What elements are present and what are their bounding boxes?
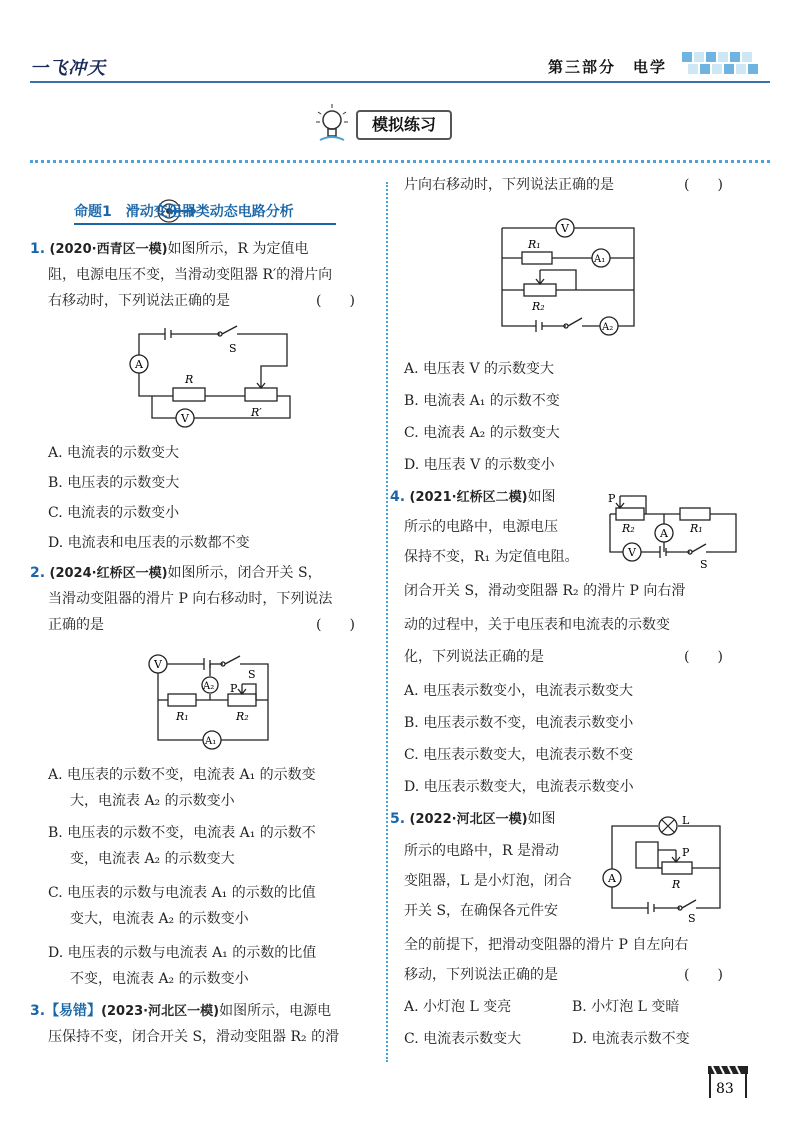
option-c[interactable]: C. 电压表的示数与电流表 A₁ 的示数的比值	[48, 885, 316, 901]
question-number: 3.	[30, 1003, 46, 1019]
option-b[interactable]: B. 小灯泡 L 变暗	[572, 999, 680, 1015]
question-number: 4.	[390, 489, 406, 505]
option-d[interactable]: D. 电压表示数变大，电流表示数变小	[404, 779, 634, 795]
question-5-line-3: 变阻器，L 是小灯泡，闭合	[404, 873, 572, 889]
option-a[interactable]: A. 电流表的示数变大	[48, 445, 180, 461]
option-c[interactable]: C. 电流表 A₂ 的示数变大	[404, 425, 560, 441]
voltmeter-label: V	[181, 412, 189, 425]
question-5-line-4: 开关 S，在确保各元件安	[404, 903, 559, 919]
option-d-cont: 不变，电流表 A₂ 的示数变小	[70, 971, 249, 987]
header-rule	[30, 81, 770, 83]
ammeter-a1-label: A₁	[594, 254, 606, 265]
answer-blank: ( )	[684, 177, 723, 193]
circuit-diagram-q2	[148, 648, 278, 756]
question-source: (2020·西青区一模)	[49, 242, 168, 257]
question-number: 5.	[390, 811, 406, 827]
question-source: (2023·河北区一模)	[101, 1004, 220, 1019]
question-number: 1.	[30, 241, 46, 257]
answer-blank: ( )	[316, 293, 355, 309]
question-4-line-4: 闭合开关 S，滑动变阻器 R₂ 的滑片 P 向右滑	[404, 583, 686, 599]
resistor-r2-label: R₂	[532, 300, 545, 313]
section-title: 模拟练习	[356, 110, 452, 140]
answer-blank: ( )	[684, 967, 723, 983]
question-3-line-1: 3.【易错】(2023·河北区一模)如图所示，电源电	[30, 1003, 332, 1019]
question-4-line-6: 化，下列说法正确的是	[404, 649, 544, 665]
resistor-r1-label: R₁	[176, 710, 189, 723]
ammeter-a1-label: A₁	[205, 736, 217, 747]
switch-label: S	[248, 668, 256, 681]
resistor-r1-label: R₁	[690, 522, 703, 535]
question-3-line-2: 压保持不变，闭合开关 S，滑动变阻器 R₂ 的滑	[48, 1029, 340, 1045]
resistor-r2-label: R₂	[236, 710, 249, 723]
answer-blank: ( )	[316, 617, 355, 633]
option-c[interactable]: C. 电流表的示数变小	[48, 505, 180, 521]
ammeter-label: A	[660, 527, 668, 540]
option-c-cont: 变大，电流表 A₂ 的示数变小	[70, 911, 249, 927]
question-1-line-2: 阻，电源电压不变，当滑动变阻器 R′的滑片向	[48, 267, 333, 283]
decorative-tiles	[680, 48, 760, 82]
lamp-label: L	[682, 814, 690, 827]
resistor-r2-label: R₂	[622, 522, 635, 535]
error-prone-tag: 【易错】	[45, 1003, 102, 1019]
slider-label: P	[230, 682, 238, 695]
ammeter-label: A	[135, 358, 143, 371]
question-3-line-3: 片向右移动时，下列说法正确的是	[404, 177, 614, 193]
question-4-line-3: 保持不变，R₁ 为定值电阻。	[404, 549, 579, 565]
ammeter-label: A	[608, 872, 616, 885]
slider-label: P	[608, 492, 616, 505]
question-source: (2022·河北区一模)	[409, 812, 528, 827]
circuit-diagram-q5	[596, 812, 730, 924]
question-2-line-1: 2. (2024·红桥区一模)如图所示，闭合开关 S，	[30, 565, 322, 581]
question-5-line-5: 全的前提下，把滑动变阻器的滑片 P 自左向右	[404, 937, 689, 953]
switch-label: S	[700, 558, 708, 570]
brand-logo: 一飞冲天	[30, 58, 106, 79]
circuit-diagram-q3	[496, 214, 644, 338]
ammeter-a2-label: A₂	[203, 681, 215, 692]
question-2-line-3: 正确的是	[48, 617, 104, 633]
resistor-r1-label: R₁	[528, 238, 541, 251]
question-2-line-2: 当滑动变阻器的滑片 P 向右移动时，下列说法	[48, 591, 333, 607]
option-d[interactable]: D. 电流表示数不变	[572, 1031, 690, 1047]
question-5-line-2: 所示的电路中，R 是滑动	[404, 843, 559, 859]
question-4-line-2: 所示的电路中，电源电压	[404, 519, 558, 535]
option-c[interactable]: C. 电压表示数变大，电流表示数不变	[404, 747, 634, 763]
question-1-line-3: 右移动时，下列说法正确的是	[48, 293, 230, 309]
question-4-line-1: 4. (2021·红桥区二模)如图	[390, 489, 556, 505]
dotted-divider	[30, 160, 770, 163]
question-4-line-5: 动的过程中，关于电压表和电流表的示数变	[404, 617, 670, 633]
voltmeter-label: V	[561, 222, 569, 235]
page-number-badge	[706, 1062, 750, 1100]
switch-label: S	[688, 912, 696, 924]
option-b[interactable]: B. 电压表的示数不变，电流表 A₁ 的示数不	[48, 825, 316, 841]
option-a[interactable]: A. 小灯泡 L 变亮	[404, 999, 512, 1015]
option-b[interactable]: B. 电压表的示数变大	[48, 475, 180, 491]
voltmeter-label: V	[154, 658, 162, 671]
option-b[interactable]: B. 电流表 A₁ 的示数不变	[404, 393, 560, 409]
page-number: 83	[716, 1081, 734, 1097]
resistor-label: R	[185, 373, 194, 386]
option-d[interactable]: D. 电流表和电压表的示数都不变	[48, 535, 250, 551]
option-a-cont: 大，电流表 A₂ 的示数变小	[70, 793, 235, 809]
question-5-line-6: 移动，下列说法正确的是	[404, 967, 558, 983]
column-divider	[386, 182, 388, 1062]
circuit-diagram-q4	[604, 490, 744, 570]
circuit-diagram-q1	[125, 320, 300, 430]
option-a[interactable]: A. 电压表的示数不变，电流表 A₁ 的示数变	[48, 767, 316, 783]
option-d[interactable]: D. 电压表的示数与电流表 A₁ 的示数的比值	[48, 945, 317, 961]
option-c[interactable]: C. 电流表示数变大	[404, 1031, 522, 1047]
question-1-line-1: 1. (2020·西青区一模)如图所示，R 为定值电	[30, 241, 309, 257]
topic-underline	[74, 223, 336, 225]
option-d[interactable]: D. 电压表 V 的示数变小	[404, 457, 555, 473]
option-a[interactable]: A. 电压表示数变小，电流表示数变大	[404, 683, 634, 699]
option-b-cont: 变，电流表 A₂ 的示数变大	[70, 851, 235, 867]
question-source: (2024·红桥区一模)	[49, 566, 168, 581]
question-source: (2021·红桥区二模)	[409, 490, 528, 505]
question-5-line-1: 5. (2022·河北区一模)如图	[390, 811, 556, 827]
option-a[interactable]: A. 电压表 V 的示数变大	[404, 361, 555, 377]
slider-label: P	[682, 846, 690, 859]
rheostat-label: R′	[251, 406, 262, 419]
part-title: 第三部分 电学	[548, 58, 668, 76]
topic-heading: 命题1 滑动变阻器类动态电路分析	[74, 204, 294, 220]
answer-blank: ( )	[684, 649, 723, 665]
option-b[interactable]: B. 电压表示数不变，电流表示数变小	[404, 715, 634, 731]
ammeter-a2-label: A₂	[602, 322, 614, 333]
voltmeter-label: V	[628, 546, 636, 559]
question-number: 2.	[30, 565, 46, 581]
switch-label: S	[229, 342, 237, 355]
rheostat-label: R	[672, 878, 681, 891]
